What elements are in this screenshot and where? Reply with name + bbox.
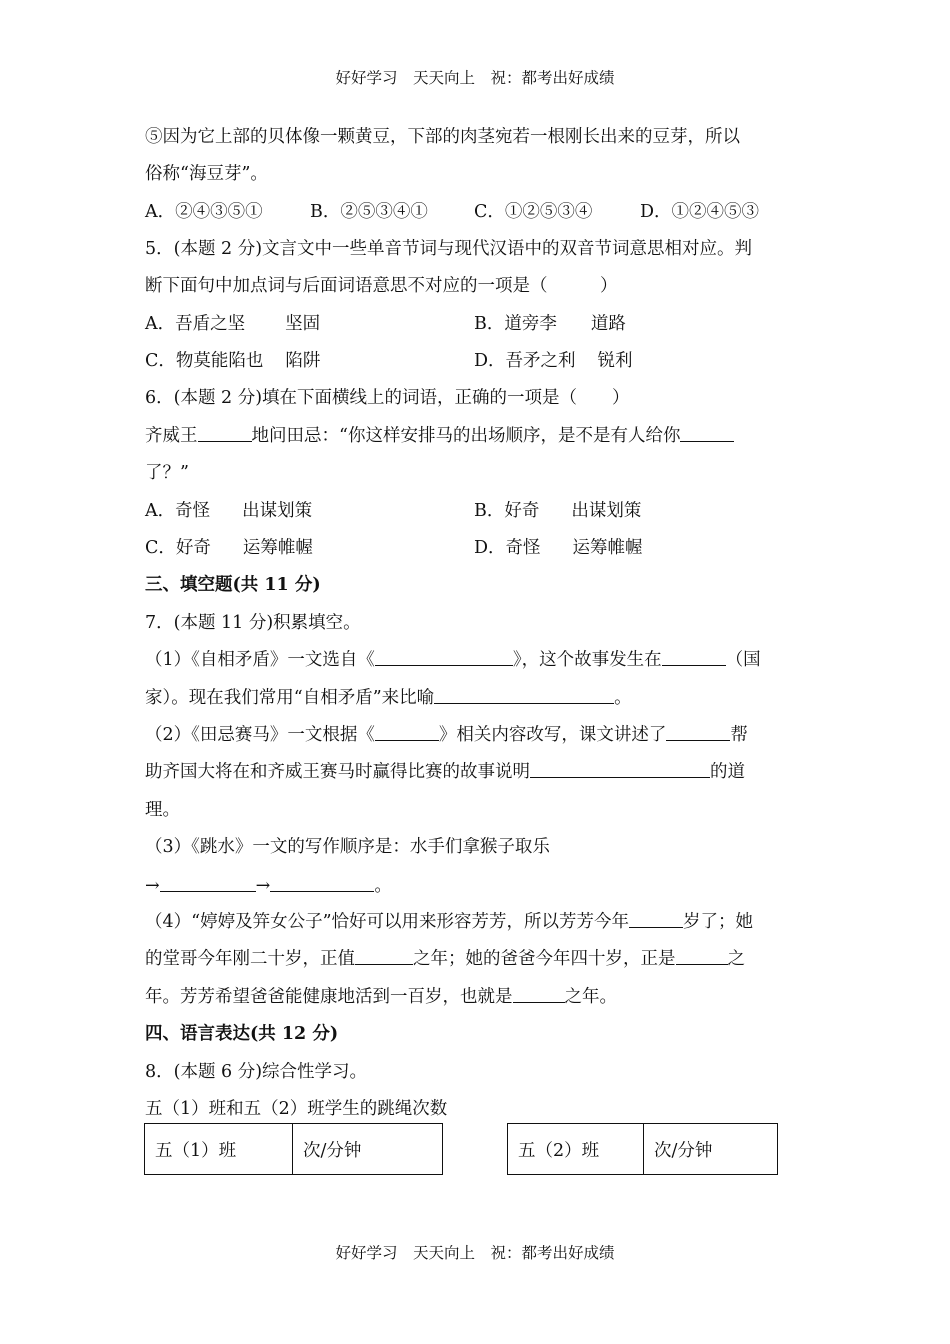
q5-option-b-label: B．道旁李 [474,314,557,334]
q7-p1-text-a: （1）《自相矛盾》一文选自《 [145,650,375,670]
q6-option-b-meaning: 出谋划策 [571,501,642,521]
q6-option-b [474,497,641,522]
q6-sentence-part-a: 齐威王 [145,426,198,446]
q7-p2-text-c: 帮 [730,725,748,745]
q7-p2-line3: 理。 [145,800,180,820]
q6-sentence-line2: 了？” [145,463,189,483]
q4-option-d: D．①②④⑤③ [640,202,760,222]
q7-p2-text-d: 助齐国大将在和齐威王赛马时赢得比赛的故事说明 [145,762,530,782]
q7-p2-line1 [145,721,748,746]
q7-p3-line1: （3）《跳水》一文的写作顺序是：水手们拿猴子取乐 [145,837,550,857]
q7-p4-line3 [145,983,617,1008]
q6-sentence-part-b: 地问田忌：“你这样安排马的出场顺序，是不是有人给你 [251,426,681,446]
q7-p4-blank-4[interactable] [513,986,565,1003]
q7-p3-arrow-2: → [255,876,271,896]
q7-p2-blank-3[interactable] [530,761,710,778]
page-header: 好好学习 天天向上 祝：都考出好成绩 [335,69,615,87]
q7-p1-text-d: 家）。现在我们常用“自相矛盾”来比喻 [145,688,435,708]
q7-p4-line1 [145,908,753,933]
class-1-unit-cell: 次/分钟 [292,1124,442,1174]
q7-p4-text-c: 的堂哥今年刚二十岁，正值 [145,949,355,969]
q7-p2-text-e: 的道 [710,762,745,782]
q7-p2-line2 [145,758,745,783]
q7-p2-text-b: 》相关内容改写，课文讲述了 [438,725,667,745]
page-footer: 好好学习 天天向上 祝：都考出好成绩 [335,1244,615,1262]
q6-option-c-meaning: 运筹帷幄 [242,538,313,558]
q6-blank-1[interactable] [198,425,252,442]
q7-stem: 7．(本题 11 分)积累填空。 [145,613,361,633]
q5-option-a-label: A．吾盾之坚 [145,314,246,334]
q5-option-b [474,310,626,335]
q6-option-d [474,534,643,559]
q6-option-a-meaning: 出谋划策 [242,501,313,521]
q7-p3-blank-2[interactable] [270,875,374,892]
q7-p4-text-e: 之 [727,949,745,969]
q6-option-c [145,534,313,559]
q5-option-a-meaning: 坚固 [285,314,321,334]
q7-p4-blank-2[interactable] [355,948,413,965]
q6-option-d-meaning: 运筹帷幄 [572,538,643,558]
q7-p1-line1 [145,646,761,671]
q8-subtitle: 五（1）班和五（2）班学生的跳绳次数 [145,1099,448,1119]
q7-p1-line2 [145,684,632,709]
q5-option-b-meaning: 道路 [590,314,626,334]
q4-option-b: B．②⑤③④① [310,202,428,222]
q6-option-d-label: D．奇怪 [474,538,541,558]
q7-p3-arrow-1: → [145,876,160,896]
q5-option-d-meaning: 锐利 [597,351,633,371]
q6-blank-2[interactable] [680,425,734,442]
q7-p4-blank-1[interactable] [629,911,683,928]
q6-option-b-label: B．好奇 [474,501,540,521]
class-2-label-cell: 五（2）班 [518,1140,600,1161]
q6-stem: 6．(本题 2 分)填在下面横线上的词语，正确的一项是（ ） [145,388,630,408]
q4-option-a: A．②④③⑤① [145,202,263,222]
q7-p4-text-a: （4）“婷婷及笄女公子”恰好可以用来形容芳芳，所以芳芳今年 [145,912,630,932]
q4-option-c: C．①②⑤③④ [474,202,593,222]
q7-p2-text-a: （2）《田忌赛马》一文根据《 [145,725,375,745]
q5-option-c-label: C．物莫能陷也 [145,351,264,371]
q4-item5-line1: ⑤因为它上部的贝体像一颗黄豆，下部的肉茎宛若一根刚长出来的豆芽，所以 [145,127,740,147]
section-four-heading: 四、语言表达(共 12 分) [145,1024,339,1044]
q4-item5-line2: 俗称“海豆芽”。 [145,164,268,184]
q7-p4-text-f: 年。芳芳希望爸爸能健康地活到一百岁，也就是 [145,987,513,1007]
q7-p1-blank-1[interactable] [375,649,513,666]
class-1-label-cell: 五（1）班 [155,1140,237,1161]
class-1-table [144,1123,443,1175]
q5-stem-line2: 断下面句中加点词与后面词语意思不对应的一项是（ ） [145,276,618,296]
q7-p4-line2 [145,945,745,970]
section-three-heading: 三、填空题(共 11 分) [145,575,321,595]
class-2-table [507,1123,778,1175]
q7-p3-line2 [145,872,392,897]
q5-option-d [474,347,633,372]
q5-option-c-meaning: 陷阱 [285,351,321,371]
q8-stem: 8．(本题 6 分)综合性学习。 [145,1062,368,1082]
q7-p4-text-d: 之年；她的爸爸今年四十岁，正是 [413,949,676,969]
q5-stem-line1: 5．(本题 2 分)文言文中一些单音节词与现代汉语中的双音节词意思相对应。判 [145,239,753,259]
q7-p3-end: 。 [374,876,392,896]
q7-p1-blank-2[interactable] [662,649,726,666]
q7-p1-text-b: 》，这个故事发生在 [512,650,662,670]
q5-option-c [145,347,320,372]
q7-p4-text-b: 岁了；她 [683,912,754,932]
q6-option-a-label: A．奇怪 [145,501,211,521]
q7-p1-blank-3[interactable] [434,687,614,704]
q6-option-a [145,497,312,522]
q7-p2-blank-1[interactable] [375,724,439,741]
q7-p4-blank-3[interactable] [676,948,728,965]
class-2-unit-cell: 次/分钟 [643,1124,777,1174]
q6-option-c-label: C．好奇 [145,538,211,558]
q7-p4-text-g: 之年。 [564,987,617,1007]
q7-p1-text-c: （国 [725,650,761,670]
q5-option-d-label: D．吾矛之利 [474,351,576,371]
q6-sentence-line1 [145,422,734,447]
q5-option-a [145,310,320,335]
q7-p2-blank-2[interactable] [666,724,730,741]
q7-p1-text-e: 。 [614,688,632,708]
q7-p3-blank-1[interactable] [160,875,256,892]
